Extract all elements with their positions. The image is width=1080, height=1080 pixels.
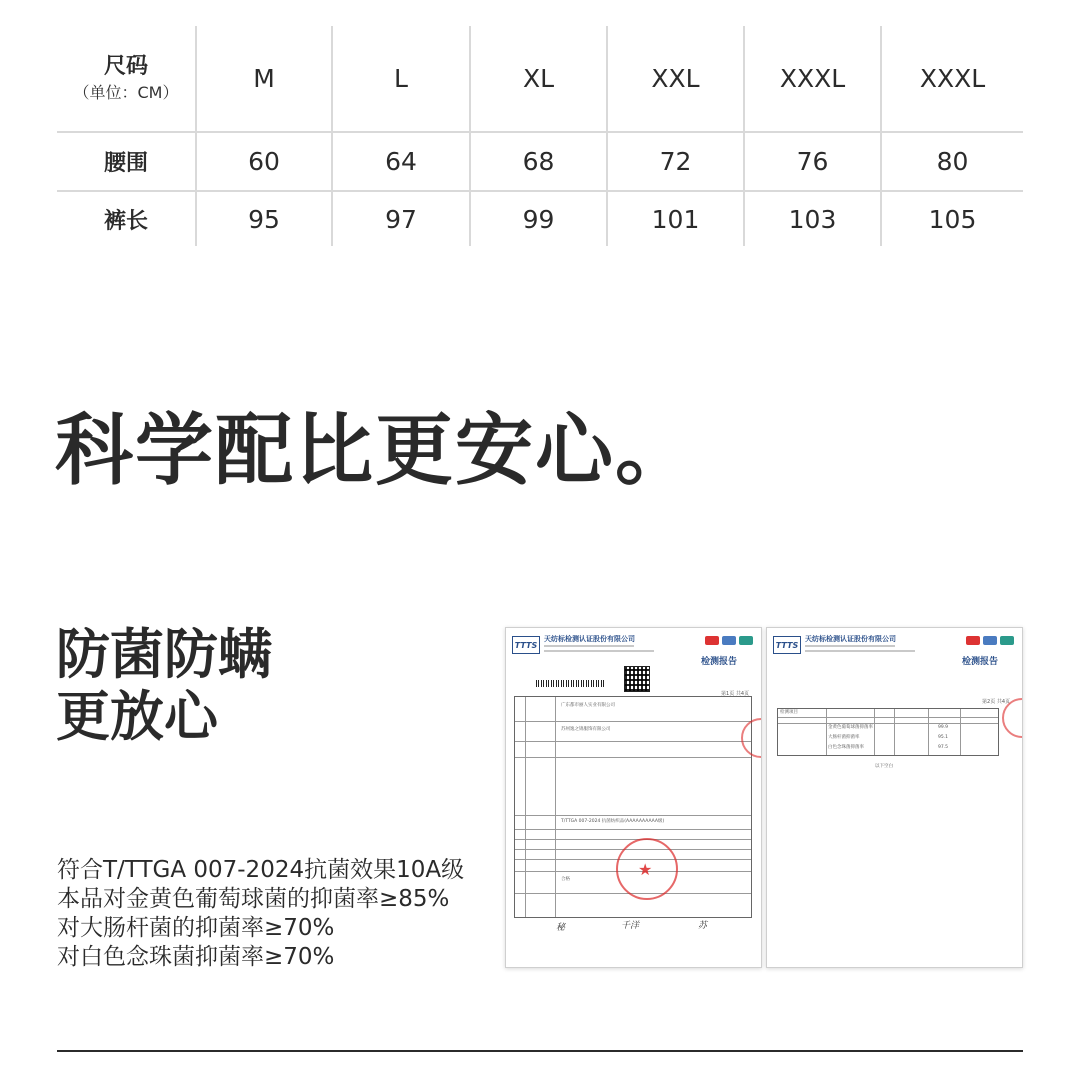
feature-list: [57, 856, 464, 972]
text-line: [805, 650, 915, 652]
feature-item: 本品对金黄色葡萄球菌的抑菌率≥85%: [57, 886, 450, 912]
grid-line: [525, 697, 526, 917]
text-line: [544, 650, 654, 652]
report-text: 白色念珠菌抑菌率: [828, 745, 864, 750]
certification-badges: [966, 636, 1014, 645]
table-cell: 105: [928, 204, 977, 234]
text-line: [805, 645, 895, 647]
size-chart-table: [57, 26, 1023, 246]
cma-badge-icon: [966, 636, 980, 645]
cnas-badge-icon: [1000, 636, 1014, 645]
test-report-image: [505, 627, 762, 968]
feature-heading-line: 更放心: [56, 685, 218, 748]
report-text: 苏州逸之锦服饰有限公司: [561, 727, 611, 732]
report-page: 第2页 共4页: [982, 699, 1010, 705]
grid-line: [515, 757, 751, 758]
report-text: 95.1: [938, 735, 949, 740]
report-text: 合格: [561, 877, 570, 882]
report-text: 金黄色葡萄球菌抑菌率: [828, 725, 873, 730]
size-header-cell: [57, 26, 195, 131]
size-label: 尺码: [103, 53, 148, 79]
grid-line: [826, 709, 827, 755]
grid-line: [778, 717, 998, 718]
report-text: 检测项目: [780, 710, 798, 715]
feature-heading: [56, 624, 272, 748]
grid-line: [874, 709, 875, 755]
feature-item: 对白色念珠菌抑菌率≥70%: [57, 944, 335, 970]
results-table: [777, 708, 999, 756]
table-cell: 64: [385, 147, 417, 176]
feature-item: 符合T/TTGA 007-2024抗菌效果10A级: [57, 857, 465, 883]
signature: 千洋: [621, 921, 640, 931]
headline: 科学配比更安心。: [55, 406, 696, 496]
grid-line: [960, 709, 961, 755]
signature: 秘: [556, 923, 566, 933]
grid-line: [555, 697, 556, 917]
size-column-header: L: [394, 64, 408, 93]
size-column-header: XXXL: [919, 64, 986, 93]
grid-line: [928, 709, 929, 755]
table-cell: 72: [659, 147, 692, 176]
grid-line: [894, 709, 895, 755]
report-company: 天纺标检测认证股份有限公司: [544, 635, 635, 643]
feature-item: 对大肠杆菌的抑菌率≥70%: [57, 915, 335, 941]
feature-heading-line: 防菌防螨: [56, 623, 272, 686]
report-text: 以下空白: [875, 764, 893, 769]
size-column-header: XXXL: [779, 64, 846, 93]
report-page: 第1页 共4页: [721, 691, 749, 697]
report-title: 检测报告: [961, 657, 998, 667]
ilac-badge-icon: [983, 636, 997, 645]
report-text: T/TTGA 007-2024 抗菌纺织品(AAAAAAAAAA级): [561, 819, 665, 824]
table-cell: 80: [936, 147, 969, 176]
report-text: 99.9: [938, 725, 949, 730]
table-cell: 101: [651, 204, 700, 234]
cnas-badge-icon: [739, 636, 753, 645]
test-report-image: [766, 627, 1023, 968]
table-cell: 68: [522, 147, 555, 176]
divider: [57, 1050, 1023, 1052]
table-cell: 60: [248, 147, 280, 176]
size-column-header: XL: [522, 64, 555, 93]
qr-code-icon: [624, 666, 650, 692]
report-text: 大肠杆菌抑菌率: [828, 735, 860, 740]
table-cell: 97: [385, 204, 417, 234]
certification-badges: [705, 636, 753, 645]
ttts-logo: TTTS: [773, 636, 801, 654]
table-cell: 99: [522, 204, 555, 234]
report-company: 天纺标检测认证股份有限公司: [805, 635, 896, 643]
star-icon: ★: [638, 860, 653, 879]
row-label-length: 裤长: [103, 208, 148, 234]
table-cell: 103: [788, 204, 837, 234]
grid-line: [515, 741, 751, 742]
grid-line: [515, 721, 751, 722]
table-cell: 76: [796, 147, 829, 176]
unit-label: （单位：CM）: [73, 82, 179, 102]
report-text: 97.5: [938, 745, 949, 750]
table-cell: 95: [248, 204, 280, 234]
ilac-badge-icon: [722, 636, 736, 645]
grid-line: [515, 829, 751, 830]
signature: 苏: [698, 921, 708, 931]
grid-line: [515, 815, 751, 816]
cma-badge-icon: [705, 636, 719, 645]
grid-line: [515, 839, 751, 840]
row-label-waist: 腰围: [103, 151, 148, 176]
report-text: 广东都市丽人实业有限公司: [561, 703, 615, 708]
size-column-header: M: [253, 64, 275, 93]
text-line: [544, 645, 634, 647]
grid-line: [778, 723, 998, 724]
ttts-logo: TTTS: [512, 636, 540, 654]
size-column-header: XXL: [651, 64, 700, 93]
report-title: 检测报告: [700, 657, 737, 667]
barcode-icon: [536, 680, 606, 687]
